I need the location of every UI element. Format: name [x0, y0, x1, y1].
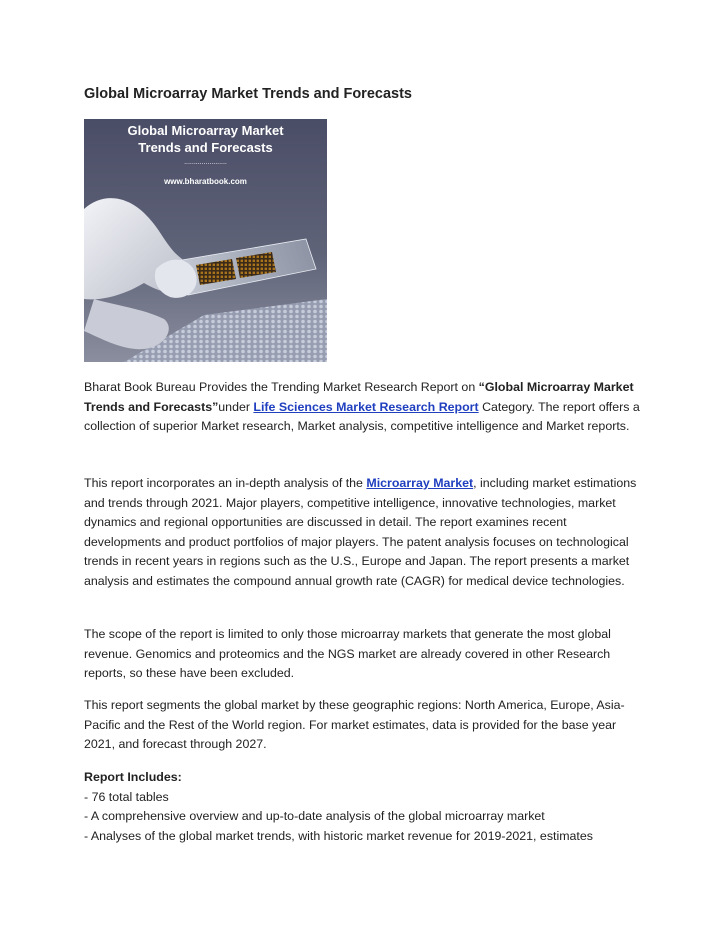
includes-item: - Analyses of the global market trends, with historic market revenue for 2019-2021, estimates	[84, 828, 593, 843]
analysis-tail-text: , including market estimations and trends through 2021. Major players, competitive intelligence, innovative technologies, market dynamics and regional opportunities are discussed in detail. The report examines recent developments and product portfolios of major players. The patent analysis focuses on technological trends in recent years in regions such as the U.S., Europe and Japan. The report presents a market analysis and estimates the compound annual growth rate (CAGR) for medical device technologies.	[84, 476, 637, 588]
intro-paragraph	[84, 378, 644, 437]
intro-lead-text: Bharat Book Bureau Provides the Trending Market Research Report on	[84, 380, 479, 394]
cover-website: www.bharatbook.com	[164, 177, 247, 186]
segments-text: This report segments the global market by these geographic regions: North America, Europe, Asia-Pacific and the Rest of the World region. For market estimates, data is provided for the base year 2021, and forecast through 2027.	[84, 698, 625, 752]
cover-title-line2: Trends and Forecasts	[138, 140, 273, 155]
analysis-lead-text: This report incorporates an in-depth analysis of the	[84, 476, 367, 490]
cover-title-line1: Global Microarray Market	[127, 123, 284, 138]
includes-item: - A comprehensive overview and up-to-date analysis of the global microarray market	[84, 809, 545, 824]
scope-paragraph	[84, 625, 644, 684]
report-title-quote: “Global Microarray Market Trends and Forecasts”	[84, 380, 634, 414]
life-sciences-report-link[interactable]: Life Sciences Market Research Report	[253, 399, 479, 414]
includes-item: - 76 total tables	[84, 789, 169, 804]
intro-tail-text: Category. The report offers a collection of superior Market research, Market analysis, competitive intelligence and Market reports.	[84, 399, 640, 434]
report-includes-section	[84, 768, 644, 846]
microarray-market-link[interactable]: Microarray Market	[366, 476, 474, 490]
document-title: Global Microarray Market Trends and Forecasts	[84, 86, 412, 102]
analysis-paragraph	[84, 474, 644, 592]
cover-dots: ......................	[184, 159, 227, 166]
segments-paragraph	[84, 696, 644, 755]
report-cover-image	[84, 119, 327, 362]
scope-text: The scope of the report is limited to only those microarray markets that generate the most global revenue. Genomics and proteomics and the NGS market are already covered in other Research reports, so these have been excluded.	[84, 627, 611, 681]
report-includes-heading: Report Includes:	[84, 770, 182, 784]
intro-mid-text: under	[218, 399, 254, 414]
